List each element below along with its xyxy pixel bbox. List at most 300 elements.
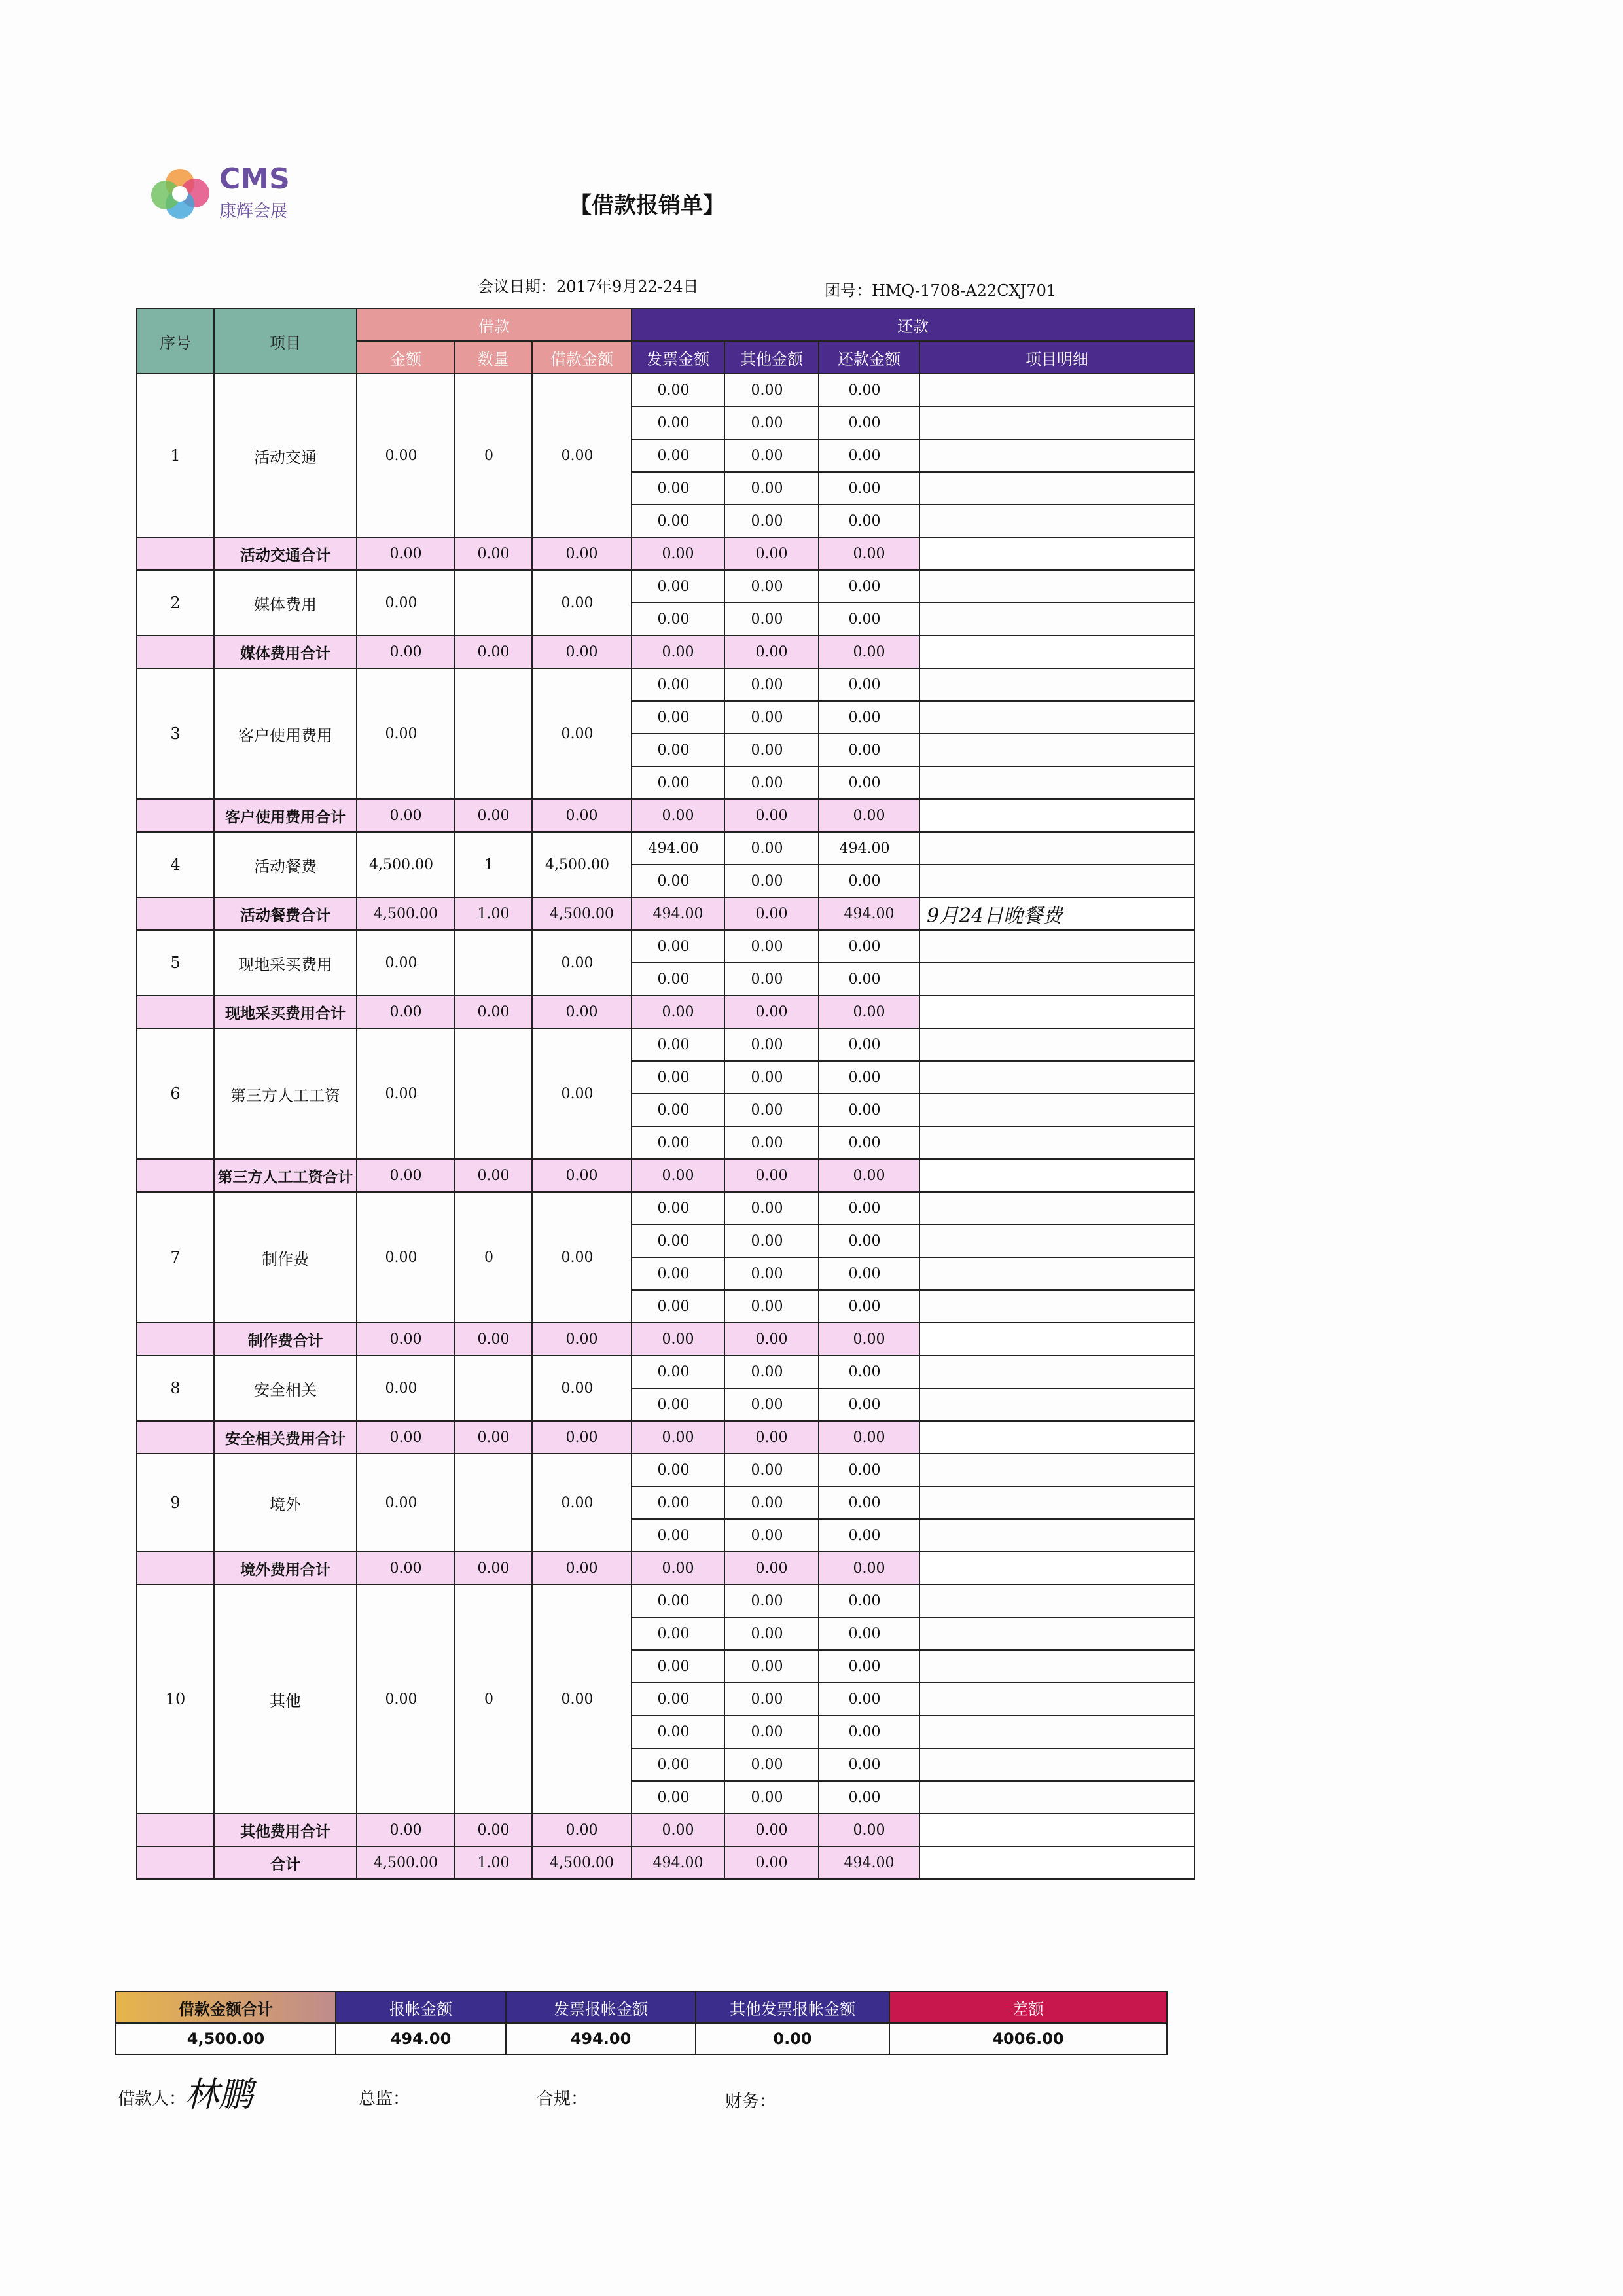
subtotal-amount: 0.00 bbox=[357, 636, 455, 668]
meeting-date: 会议日期：2017年9月22-24日 bbox=[478, 278, 699, 296]
subtotal-detail bbox=[919, 996, 1194, 1028]
row-other: 0.00 bbox=[724, 1781, 819, 1814]
subtotal-row bbox=[137, 537, 1194, 570]
subtotal-loan: 0.00 bbox=[532, 1421, 632, 1454]
row-other: 0.00 bbox=[724, 1617, 819, 1650]
header-other-amount: 其他金额 bbox=[724, 341, 819, 374]
row-other: 0.00 bbox=[724, 1355, 819, 1388]
subtotal-seq bbox=[137, 1421, 214, 1454]
row-detail bbox=[919, 734, 1194, 766]
summary-header-claim: 报帐金额 bbox=[336, 1992, 506, 2023]
row-repay: 0.00 bbox=[819, 1028, 919, 1061]
subtotal-other: 0.00 bbox=[724, 1421, 819, 1454]
row-seq: 10 bbox=[137, 1585, 214, 1814]
row-detail bbox=[919, 1388, 1194, 1421]
subtotal-loan: 0.00 bbox=[532, 996, 632, 1028]
subtotal-other: 0.00 bbox=[724, 636, 819, 668]
row-detail bbox=[919, 570, 1194, 603]
grand-total-inv: 494.00 bbox=[632, 1846, 724, 1879]
subtotal-repay: 0.00 bbox=[819, 636, 919, 668]
subtotal-inv: 494.00 bbox=[632, 897, 724, 930]
subtotal-qty: 0.00 bbox=[455, 1814, 532, 1846]
summary-table bbox=[115, 1991, 1168, 2055]
row-seq: 4 bbox=[137, 832, 214, 897]
row-detail bbox=[919, 1257, 1194, 1290]
row-qty: 0 bbox=[455, 374, 532, 537]
subtotal-qty: 0.00 bbox=[455, 1159, 532, 1192]
grand-total-repay: 494.00 bbox=[819, 1846, 919, 1879]
row-invoice: 0.00 bbox=[632, 1290, 724, 1323]
row-loan: 0.00 bbox=[532, 1355, 632, 1421]
row-invoice: 0.00 bbox=[632, 505, 724, 537]
subtotal-label: 活动交通合计 bbox=[214, 537, 357, 570]
subtotal-loan: 0.00 bbox=[532, 636, 632, 668]
row-seq: 7 bbox=[137, 1192, 214, 1323]
row-amount: 0.00 bbox=[357, 1028, 455, 1159]
row-invoice: 0.00 bbox=[632, 1683, 724, 1715]
row-qty bbox=[455, 930, 532, 996]
subtotal-seq bbox=[137, 799, 214, 832]
grand-total-qty: 1.00 bbox=[455, 1846, 532, 1879]
row-repay: 0.00 bbox=[819, 1454, 919, 1486]
subtotal-inv: 0.00 bbox=[632, 1159, 724, 1192]
subtotal-detail bbox=[919, 636, 1194, 668]
header-detail: 项目明细 bbox=[919, 341, 1194, 374]
subtotal-repay: 0.00 bbox=[819, 799, 919, 832]
row-invoice: 0.00 bbox=[632, 1748, 724, 1781]
row-qty bbox=[455, 1355, 532, 1421]
row-invoice: 0.00 bbox=[632, 1454, 724, 1486]
row-other: 0.00 bbox=[724, 1519, 819, 1552]
subtotal-detail: 9月24日晚餐费 bbox=[919, 897, 1194, 930]
row-detail bbox=[919, 1225, 1194, 1257]
row-detail bbox=[919, 1126, 1194, 1159]
row-qty: 0 bbox=[455, 1585, 532, 1814]
row-invoice: 494.00 bbox=[632, 832, 724, 865]
row-other: 0.00 bbox=[724, 1192, 819, 1225]
row-invoice: 0.00 bbox=[632, 1486, 724, 1519]
row-item-name: 活动餐费 bbox=[214, 832, 357, 897]
row-item-name: 制作费 bbox=[214, 1192, 357, 1323]
table-row bbox=[137, 570, 1194, 603]
subtotal-seq bbox=[137, 897, 214, 930]
row-other: 0.00 bbox=[724, 374, 819, 406]
row-invoice: 0.00 bbox=[632, 570, 724, 603]
row-repay: 0.00 bbox=[819, 1388, 919, 1421]
summary-loan-total: 4,500.00 bbox=[116, 2023, 336, 2054]
subtotal-qty: 0.00 bbox=[455, 1323, 532, 1355]
subtotal-label: 活动餐费合计 bbox=[214, 897, 357, 930]
row-invoice: 0.00 bbox=[632, 734, 724, 766]
row-detail bbox=[919, 1519, 1194, 1552]
subtotal-row bbox=[137, 1552, 1194, 1585]
subtotal-row bbox=[137, 1421, 1194, 1454]
row-amount: 0.00 bbox=[357, 1355, 455, 1421]
row-detail bbox=[919, 1290, 1194, 1323]
row-loan: 0.00 bbox=[532, 930, 632, 996]
row-repay: 0.00 bbox=[819, 1257, 919, 1290]
summary-header-difference: 差额 bbox=[889, 1992, 1167, 2023]
row-loan: 0.00 bbox=[532, 668, 632, 799]
row-item-name: 第三方人工工资 bbox=[214, 1028, 357, 1159]
row-other: 0.00 bbox=[724, 1290, 819, 1323]
row-repay: 0.00 bbox=[819, 930, 919, 963]
subtotal-inv: 0.00 bbox=[632, 1323, 724, 1355]
row-seq: 2 bbox=[137, 570, 214, 636]
row-detail bbox=[919, 603, 1194, 636]
header-seq: 序号 bbox=[137, 308, 214, 374]
row-seq: 9 bbox=[137, 1454, 214, 1552]
subtotal-seq bbox=[137, 1814, 214, 1846]
row-qty bbox=[455, 570, 532, 636]
row-other: 0.00 bbox=[724, 668, 819, 701]
row-detail bbox=[919, 1454, 1194, 1486]
subtotal-qty: 0.00 bbox=[455, 996, 532, 1028]
subtotal-amount: 4,500.00 bbox=[357, 897, 455, 930]
table-row bbox=[137, 1355, 1194, 1388]
subtotal-row bbox=[137, 1323, 1194, 1355]
row-item-name: 现地采买费用 bbox=[214, 930, 357, 996]
row-other: 0.00 bbox=[724, 963, 819, 996]
row-other: 0.00 bbox=[724, 439, 819, 472]
summary-header-other-claim: 其他发票报帐金额 bbox=[696, 1992, 889, 2023]
row-qty bbox=[455, 668, 532, 799]
row-detail bbox=[919, 832, 1194, 865]
row-other: 0.00 bbox=[724, 1225, 819, 1257]
row-other: 0.00 bbox=[724, 1683, 819, 1715]
subtotal-repay: 0.00 bbox=[819, 1814, 919, 1846]
row-invoice: 0.00 bbox=[632, 1617, 724, 1650]
row-invoice: 0.00 bbox=[632, 374, 724, 406]
subtotal-seq bbox=[137, 537, 214, 570]
table-row bbox=[137, 668, 1194, 701]
row-other: 0.00 bbox=[724, 505, 819, 537]
subtotal-seq bbox=[137, 636, 214, 668]
subtotal-seq bbox=[137, 1159, 214, 1192]
row-item-name: 境外 bbox=[214, 1454, 357, 1552]
subtotal-detail bbox=[919, 799, 1194, 832]
subtotal-label: 制作费合计 bbox=[214, 1323, 357, 1355]
row-invoice: 0.00 bbox=[632, 1519, 724, 1552]
row-other: 0.00 bbox=[724, 1650, 819, 1683]
row-invoice: 0.00 bbox=[632, 1388, 724, 1421]
row-repay: 0.00 bbox=[819, 1650, 919, 1683]
row-amount: 0.00 bbox=[357, 374, 455, 537]
subtotal-qty: 1.00 bbox=[455, 897, 532, 930]
subtotal-amount: 0.00 bbox=[357, 1552, 455, 1585]
row-invoice: 0.00 bbox=[632, 1126, 724, 1159]
subtotal-row bbox=[137, 636, 1194, 668]
row-detail bbox=[919, 701, 1194, 734]
subtotal-row bbox=[137, 799, 1194, 832]
row-loan: 0.00 bbox=[532, 1454, 632, 1552]
row-repay: 0.00 bbox=[819, 439, 919, 472]
document-title: 【借款报销单】 bbox=[569, 192, 725, 219]
row-other: 0.00 bbox=[724, 1388, 819, 1421]
subtotal-detail bbox=[919, 1552, 1194, 1585]
table-row bbox=[137, 374, 1194, 406]
row-repay: 0.00 bbox=[819, 505, 919, 537]
row-invoice: 0.00 bbox=[632, 668, 724, 701]
row-invoice: 0.00 bbox=[632, 603, 724, 636]
subtotal-row bbox=[137, 996, 1194, 1028]
row-repay: 0.00 bbox=[819, 406, 919, 439]
summary-difference: 4006.00 bbox=[889, 2023, 1167, 2054]
header-repay-amount: 还款金额 bbox=[819, 341, 919, 374]
subtotal-repay: 0.00 bbox=[819, 996, 919, 1028]
row-other: 0.00 bbox=[724, 1094, 819, 1126]
row-repay: 0.00 bbox=[819, 766, 919, 799]
grand-total-loan: 4,500.00 bbox=[532, 1846, 632, 1879]
subtotal-label: 安全相关费用合计 bbox=[214, 1421, 357, 1454]
subtotal-inv: 0.00 bbox=[632, 1421, 724, 1454]
row-other: 0.00 bbox=[724, 701, 819, 734]
subtotal-inv: 0.00 bbox=[632, 636, 724, 668]
row-qty: 1 bbox=[455, 832, 532, 897]
subtotal-row bbox=[137, 1159, 1194, 1192]
row-invoice: 0.00 bbox=[632, 1094, 724, 1126]
row-repay: 0.00 bbox=[819, 1585, 919, 1617]
subtotal-seq bbox=[137, 1323, 214, 1355]
row-detail bbox=[919, 1585, 1194, 1617]
row-repay: 0.00 bbox=[819, 1192, 919, 1225]
subtotal-repay: 0.00 bbox=[819, 537, 919, 570]
row-invoice: 0.00 bbox=[632, 472, 724, 505]
subtotal-amount: 0.00 bbox=[357, 537, 455, 570]
subtotal-row bbox=[137, 1814, 1194, 1846]
subtotal-label: 媒体费用合计 bbox=[214, 636, 357, 668]
row-loan: 0.00 bbox=[532, 374, 632, 537]
row-detail bbox=[919, 1094, 1194, 1126]
subtotal-other: 0.00 bbox=[724, 897, 819, 930]
table-row bbox=[137, 930, 1194, 963]
row-other: 0.00 bbox=[724, 1486, 819, 1519]
row-invoice: 0.00 bbox=[632, 406, 724, 439]
row-detail bbox=[919, 1715, 1194, 1748]
grand-total-seq bbox=[137, 1846, 214, 1879]
subtotal-repay: 0.00 bbox=[819, 1421, 919, 1454]
row-loan: 0.00 bbox=[532, 570, 632, 636]
grand-total-amount: 4,500.00 bbox=[357, 1846, 455, 1879]
row-other: 0.00 bbox=[724, 472, 819, 505]
row-repay: 0.00 bbox=[819, 668, 919, 701]
subtotal-repay: 0.00 bbox=[819, 1159, 919, 1192]
row-item-name: 媒体费用 bbox=[214, 570, 357, 636]
subtotal-other: 0.00 bbox=[724, 1814, 819, 1846]
row-repay: 0.00 bbox=[819, 1519, 919, 1552]
row-other: 0.00 bbox=[724, 734, 819, 766]
subtotal-detail bbox=[919, 1159, 1194, 1192]
row-invoice: 0.00 bbox=[632, 1257, 724, 1290]
subtotal-loan: 0.00 bbox=[532, 1159, 632, 1192]
row-seq: 8 bbox=[137, 1355, 214, 1421]
row-repay: 0.00 bbox=[819, 570, 919, 603]
summary-invoice-claim: 494.00 bbox=[506, 2023, 696, 2054]
subtotal-other: 0.00 bbox=[724, 1552, 819, 1585]
logo-subtext: 康辉会展 bbox=[219, 202, 288, 221]
row-invoice: 0.00 bbox=[632, 1715, 724, 1748]
row-repay: 0.00 bbox=[819, 1683, 919, 1715]
row-other: 0.00 bbox=[724, 1028, 819, 1061]
row-invoice: 0.00 bbox=[632, 1355, 724, 1388]
row-detail bbox=[919, 1355, 1194, 1388]
row-invoice: 0.00 bbox=[632, 1650, 724, 1683]
row-repay: 0.00 bbox=[819, 701, 919, 734]
header-item: 项目 bbox=[214, 308, 357, 374]
row-repay: 494.00 bbox=[819, 832, 919, 865]
expense-table bbox=[136, 308, 1195, 1880]
subtotal-seq bbox=[137, 1552, 214, 1585]
row-repay: 0.00 bbox=[819, 963, 919, 996]
subtotal-amount: 0.00 bbox=[357, 799, 455, 832]
row-invoice: 0.00 bbox=[632, 963, 724, 996]
row-invoice: 0.00 bbox=[632, 1585, 724, 1617]
row-amount: 0.00 bbox=[357, 668, 455, 799]
row-detail bbox=[919, 406, 1194, 439]
subtotal-inv: 0.00 bbox=[632, 799, 724, 832]
row-repay: 0.00 bbox=[819, 603, 919, 636]
row-item-name: 其他 bbox=[214, 1585, 357, 1814]
row-repay: 0.00 bbox=[819, 1094, 919, 1126]
row-invoice: 0.00 bbox=[632, 1061, 724, 1094]
row-other: 0.00 bbox=[724, 832, 819, 865]
table-row bbox=[137, 1585, 1194, 1617]
grand-total-label: 合计 bbox=[214, 1846, 357, 1879]
header-qty: 数量 bbox=[455, 341, 532, 374]
row-detail bbox=[919, 1486, 1194, 1519]
row-detail bbox=[919, 963, 1194, 996]
header-invoice-amount: 发票金额 bbox=[632, 341, 724, 374]
row-other: 0.00 bbox=[724, 1454, 819, 1486]
borrower-signature: 林鹏 bbox=[185, 2075, 253, 2115]
subtotal-qty: 0.00 bbox=[455, 537, 532, 570]
subtotal-qty: 0.00 bbox=[455, 636, 532, 668]
row-invoice: 0.00 bbox=[632, 766, 724, 799]
row-repay: 0.00 bbox=[819, 1061, 919, 1094]
subtotal-repay: 0.00 bbox=[819, 1323, 919, 1355]
row-detail bbox=[919, 1748, 1194, 1781]
row-repay: 0.00 bbox=[819, 1617, 919, 1650]
row-repay: 0.00 bbox=[819, 374, 919, 406]
subtotal-qty: 0.00 bbox=[455, 1552, 532, 1585]
row-repay: 0.00 bbox=[819, 1355, 919, 1388]
summary-header-loan-total: 借款金额合计 bbox=[116, 1992, 336, 2023]
row-detail bbox=[919, 1650, 1194, 1683]
row-loan: 0.00 bbox=[532, 1028, 632, 1159]
borrower-label: 借款人： bbox=[118, 2089, 187, 2109]
subtotal-qty: 0.00 bbox=[455, 1421, 532, 1454]
row-invoice: 0.00 bbox=[632, 1781, 724, 1814]
row-other: 0.00 bbox=[724, 1257, 819, 1290]
subtotal-detail bbox=[919, 537, 1194, 570]
row-seq: 1 bbox=[137, 374, 214, 537]
row-item-name: 安全相关 bbox=[214, 1355, 357, 1421]
director-label: 总监： bbox=[359, 2089, 410, 2109]
row-other: 0.00 bbox=[724, 766, 819, 799]
grand-total-other: 0.00 bbox=[724, 1846, 819, 1879]
subtotal-other: 0.00 bbox=[724, 1159, 819, 1192]
row-detail bbox=[919, 766, 1194, 799]
table-row bbox=[137, 1454, 1194, 1486]
subtotal-row bbox=[137, 897, 1194, 930]
row-other: 0.00 bbox=[724, 570, 819, 603]
row-detail bbox=[919, 1028, 1194, 1061]
grand-total-row bbox=[137, 1846, 1194, 1879]
row-detail bbox=[919, 472, 1194, 505]
row-detail bbox=[919, 1781, 1194, 1814]
row-repay: 0.00 bbox=[819, 1290, 919, 1323]
subtotal-other: 0.00 bbox=[724, 1323, 819, 1355]
row-qty: 0 bbox=[455, 1192, 532, 1323]
subtotal-detail bbox=[919, 1814, 1194, 1846]
subtotal-inv: 0.00 bbox=[632, 996, 724, 1028]
row-repay: 0.00 bbox=[819, 472, 919, 505]
row-detail bbox=[919, 439, 1194, 472]
logo-text: CMS bbox=[219, 162, 290, 196]
row-detail bbox=[919, 930, 1194, 963]
row-detail bbox=[919, 1617, 1194, 1650]
row-repay: 0.00 bbox=[819, 1715, 919, 1748]
row-repay: 0.00 bbox=[819, 734, 919, 766]
subtotal-loan: 4,500.00 bbox=[532, 897, 632, 930]
row-other: 0.00 bbox=[724, 1748, 819, 1781]
subtotal-inv: 0.00 bbox=[632, 537, 724, 570]
subtotal-qty: 0.00 bbox=[455, 799, 532, 832]
header-borrow: 借款 bbox=[357, 308, 632, 341]
row-other: 0.00 bbox=[724, 865, 819, 897]
row-other: 0.00 bbox=[724, 406, 819, 439]
row-loan: 0.00 bbox=[532, 1585, 632, 1814]
header-amount: 金额 bbox=[357, 341, 455, 374]
row-repay: 0.00 bbox=[819, 865, 919, 897]
row-item-name: 活动交通 bbox=[214, 374, 357, 537]
row-repay: 0.00 bbox=[819, 1781, 919, 1814]
row-detail bbox=[919, 1061, 1194, 1094]
row-repay: 0.00 bbox=[819, 1225, 919, 1257]
row-amount: 4,500.00 bbox=[357, 832, 455, 897]
header-loan-amount: 借款金额 bbox=[532, 341, 632, 374]
row-other: 0.00 bbox=[724, 930, 819, 963]
row-invoice: 0.00 bbox=[632, 1028, 724, 1061]
row-amount: 0.00 bbox=[357, 1192, 455, 1323]
subtotal-amount: 0.00 bbox=[357, 996, 455, 1028]
subtotal-repay: 0.00 bbox=[819, 1552, 919, 1585]
row-seq: 3 bbox=[137, 668, 214, 799]
subtotal-inv: 0.00 bbox=[632, 1552, 724, 1585]
row-other: 0.00 bbox=[724, 603, 819, 636]
row-invoice: 0.00 bbox=[632, 865, 724, 897]
row-qty bbox=[455, 1028, 532, 1159]
row-amount: 0.00 bbox=[357, 1454, 455, 1552]
row-repay: 0.00 bbox=[819, 1486, 919, 1519]
row-invoice: 0.00 bbox=[632, 930, 724, 963]
subtotal-label: 其他费用合计 bbox=[214, 1814, 357, 1846]
subtotal-other: 0.00 bbox=[724, 537, 819, 570]
row-detail bbox=[919, 505, 1194, 537]
subtotal-repay: 494.00 bbox=[819, 897, 919, 930]
row-invoice: 0.00 bbox=[632, 1225, 724, 1257]
subtotal-loan: 0.00 bbox=[532, 1323, 632, 1355]
row-detail bbox=[919, 1683, 1194, 1715]
row-invoice: 0.00 bbox=[632, 1192, 724, 1225]
row-other: 0.00 bbox=[724, 1585, 819, 1617]
subtotal-label: 第三方人工工资合计 bbox=[214, 1159, 357, 1192]
subtotal-loan: 0.00 bbox=[532, 799, 632, 832]
subtotal-loan: 0.00 bbox=[532, 537, 632, 570]
header-repay: 还款 bbox=[632, 308, 1194, 341]
row-other: 0.00 bbox=[724, 1061, 819, 1094]
row-invoice: 0.00 bbox=[632, 439, 724, 472]
